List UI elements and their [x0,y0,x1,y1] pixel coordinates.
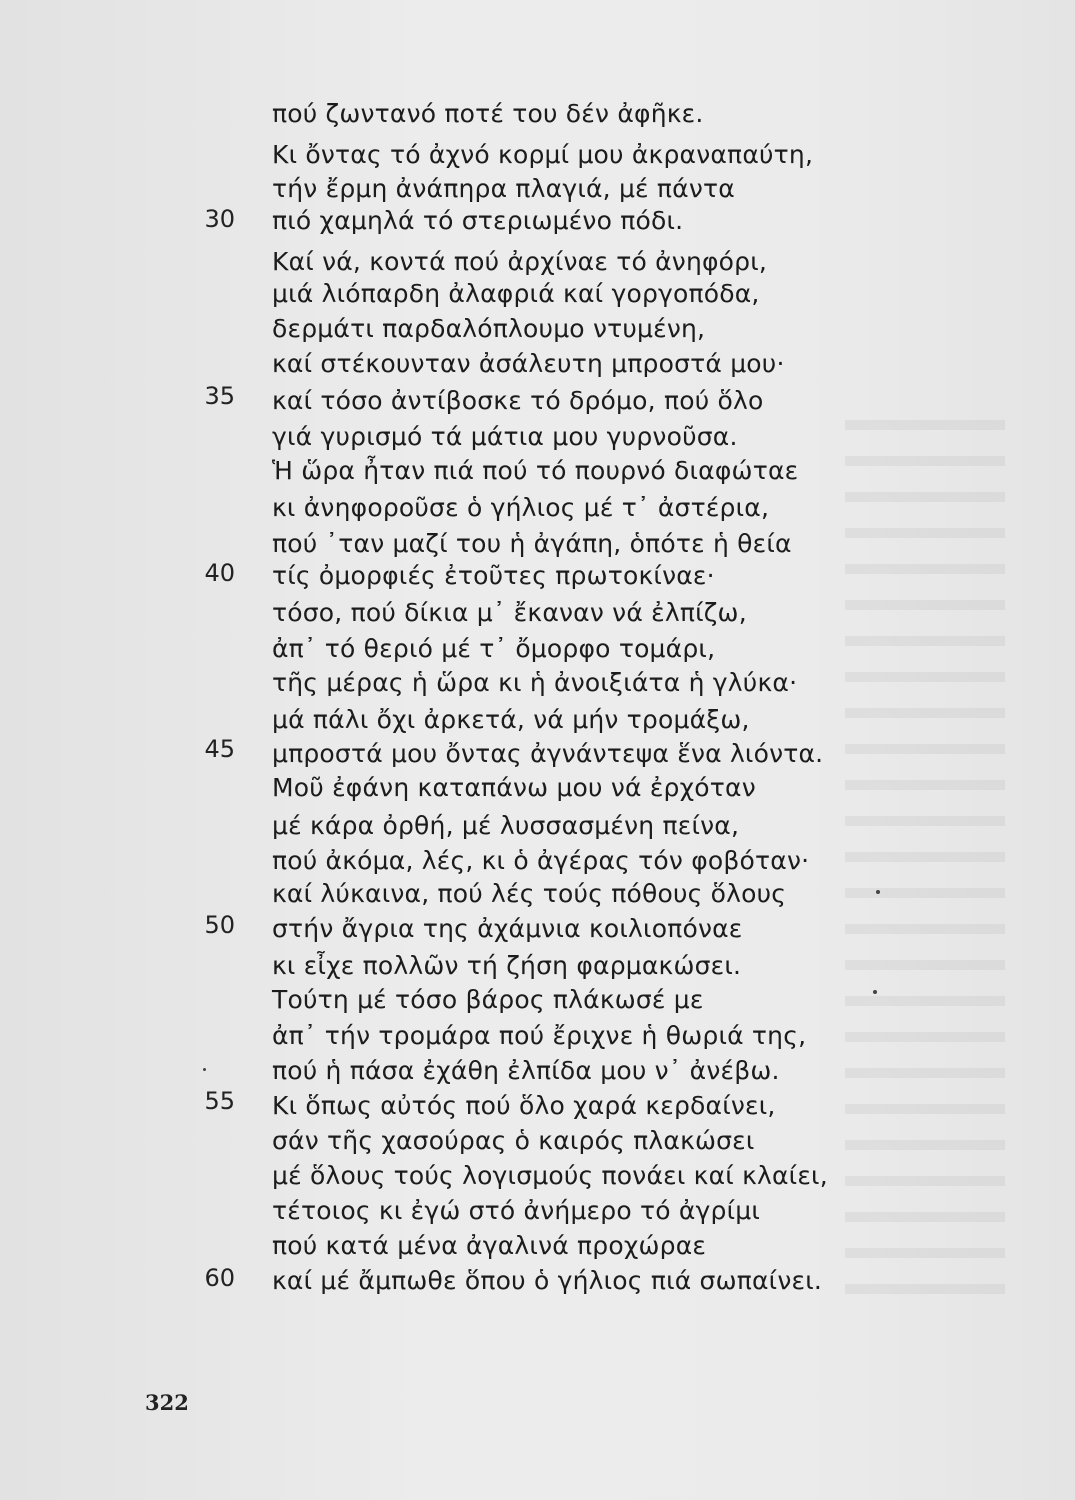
verse-line: καί τόσο ἀντίβοσκε τό δρόμο, πού ὅλο [272,386,764,415]
verse-line: Μοῦ ἐφάνη καταπάνω μου νά ἐρχόταν [272,773,756,802]
verse-line: τέτοιος κι ἐγώ στό ἀνήμερο τό ἀγρίμι [272,1196,761,1225]
line-number: 50 [204,911,235,939]
line-number: 45 [204,735,235,763]
verse-line: μέ ὅλους τούς λογισμούς πονάει καί κλαίει, [272,1161,828,1190]
page-number: 322 [145,1390,189,1415]
verse-line: πού ἡ πάσα ἐχάθη ἐλπίδα μου ν᾽ ἀνέβω. [272,1056,780,1085]
specks [873,990,877,994]
verse-line: Κι ὅπως αὐτός πού ὅλο χαρά κερδαίνει, [272,1091,776,1120]
line-number: 30 [204,205,235,233]
verse-line: μπροστά μου ὄντας ἀγνάντεψα ἕνα λιόντα. [272,739,824,768]
verse-line: μιά λιόπαρδη ἀλαφριά καί γοργοπόδα, [272,279,760,308]
verse-line: ἀπ᾽ τό θεριό μέ τ᾽ ὄμορφο τομάρι, [272,634,716,663]
verse-line: τῆς μέρας ἡ ὥρα κι ἡ ἀνοιξιάτα ἡ γλύκα· [272,668,798,697]
specks [203,1068,206,1071]
line-number: 35 [204,382,235,410]
verse-line: πού κατά μένα ἀγαλινά προχώραε [272,1231,707,1260]
show-through-shadow [845,420,1005,1320]
verse-line: Κι ὄντας τό ἀχνό κορμί μου ἀκραναπαύτη, [272,140,814,169]
verse-line: κι εἶχε πολλῶν τή ζήση φαρμακώσει. [272,951,742,980]
line-number: 40 [204,559,235,587]
verse-line: καί στέκουνταν ἀσάλευτη μπροστά μου· [272,349,785,378]
verse-line: κι ἀνηφοροῦσε ὁ γήλιος μέ τ᾽ ἀστέρια, [272,493,770,522]
verse-line: Ἡ ὥρα ἦταν πιά πού τό πουρνό διαφώταε [272,456,799,485]
specks [876,890,880,894]
verse-line: δερμάτι παρδαλόπλουμο ντυμένη, [272,314,706,343]
verse-line: τήν ἔρμη ἀνάπηρα πλαγιά, μέ πάντα [272,174,735,203]
verse-line: πού ᾽ταν μαζί του ἡ ἀγάπη, ὁπότε ἡ θεία [272,529,792,558]
verse-line: καί μέ ἄμπωθε ὅπου ὁ γήλιος πιά σωπαίνει. [272,1266,823,1295]
verse-line: πού ζωντανό ποτέ του δέν ἀφῆκε. [272,99,704,128]
verse-line: καί λύκαινα, πού λές τούς πόθους ὅλους [272,879,787,908]
line-number: 60 [204,1264,235,1292]
verse-line: τίς ὀμορφιές ἐτοῦτες πρωτοκίναε· [272,561,715,590]
verse-line: Τούτη μέ τόσο βάρος πλάκωσέ με [272,985,704,1014]
verse-line: πιό χαμηλά τό στεριωμένο πόδι. [272,206,684,235]
verse-line: τόσο, πού δίκια μ᾽ ἔκαναν νά ἐλπίζω, [272,598,747,627]
verse-line: μέ κάρα ὀρθή, μέ λυσσασμένη πείνα, [272,811,740,840]
verse-line: ἀπ᾽ τήν τρομάρα πού ἔριχνε ἡ θωριά της, [272,1021,807,1050]
verse-line: πού ἀκόμα, λές, κι ὁ ἀγέρας τόν φοβόταν· [272,846,810,875]
verse-line: γιά γυρισμό τά μάτια μου γυρνοῦσα. [272,422,738,451]
verse-line: στήν ἄγρια της ἀχάμνια κοιλιοπόναε [272,914,743,943]
verse-line: μά πάλι ὄχι ἀρκετά, νά μήν τρομάξω, [272,705,750,734]
verse-line: σάν τῆς χασούρας ὁ καιρός πλακώσει [272,1126,755,1155]
line-number: 55 [204,1087,235,1115]
verse-line: Καί νά, κοντά πού ἀρχίναε τό ἀνηφόρι, [272,247,768,276]
